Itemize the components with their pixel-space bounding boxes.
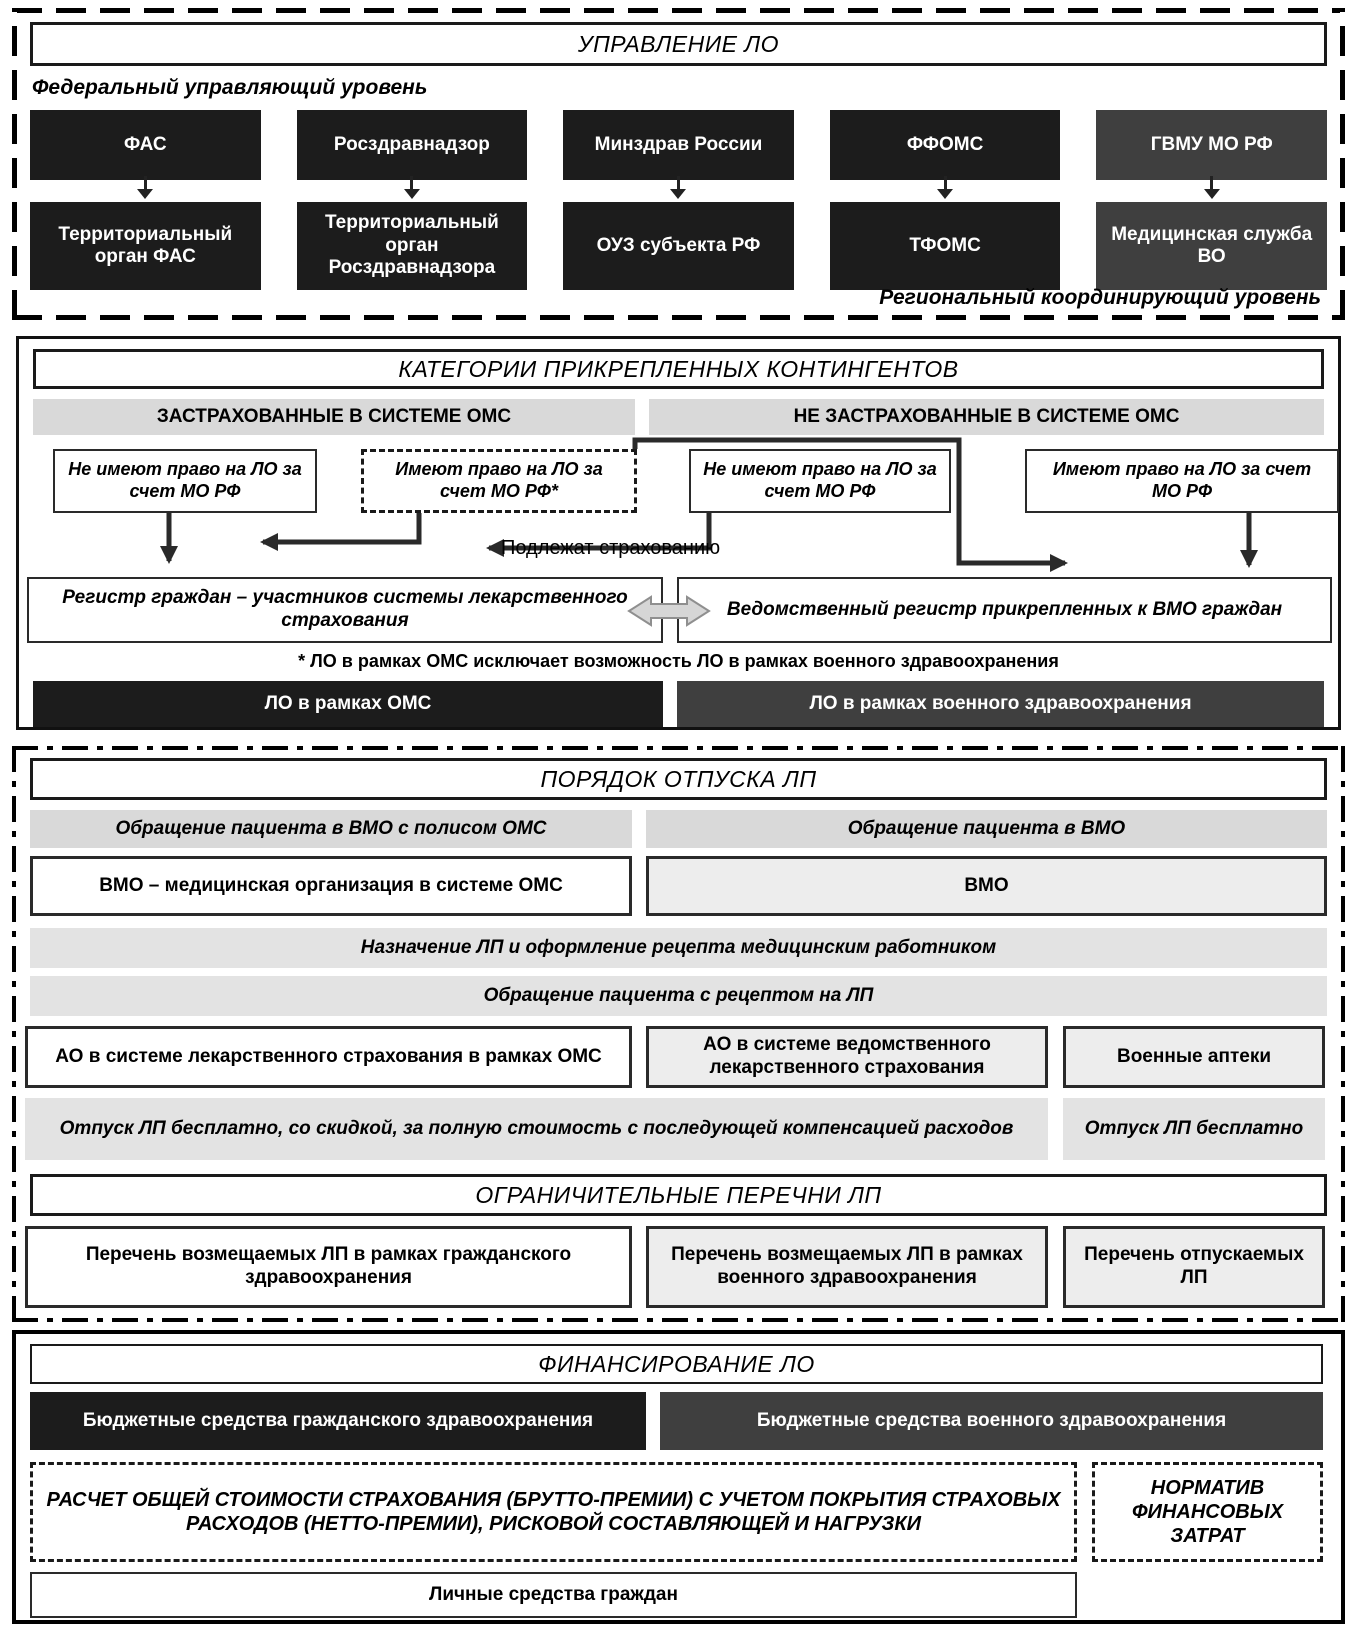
box-financial-norm: НОРМАТИВ ФИНАНСОВЫХ ЗАТРАТ — [1092, 1462, 1323, 1562]
header-uninsured: НЕ ЗАСТРАХОВАННЫЕ В СИСТЕМЕ ОМС — [649, 399, 1324, 435]
box-ffoms: ФФОМС — [830, 110, 1061, 180]
regional-level-label: Региональный координирующий уровень — [879, 286, 1321, 309]
box-ao-departmental: АО в системе ведомственного лекарственного страхования — [646, 1026, 1048, 1088]
bar-prescription: Назначение ЛП и оформление рецепта медицинским работником — [30, 928, 1327, 968]
section-management — [12, 8, 1345, 320]
register-departmental: Ведомственный регистр прикрепленных к ВМО граждан — [677, 577, 1332, 643]
double-arrow-icon — [627, 593, 711, 629]
dashed-border-left — [12, 8, 17, 320]
box-tfoms: ТФОМС — [830, 202, 1061, 290]
box-fas: ФАС — [30, 110, 261, 180]
section-title-dispensing: ПОРЯДОК ОТПУСКА ЛП — [30, 758, 1327, 800]
box-list-civil: Перечень возмещаемых ЛП в рамках гражданского здравоохранения — [25, 1226, 632, 1308]
box-roszdravnadzor: Росздравнадзор — [297, 110, 528, 180]
bar-dispense-free: Отпуск ЛП бесплатно — [1063, 1098, 1325, 1160]
bar-dispense-civil: Отпуск ЛП бесплатно, со скидкой, за полную стоимость с последующей компенсацией расходов — [25, 1098, 1048, 1160]
box-minzdrav: Минздрав России — [563, 110, 794, 180]
down-arrow-icon — [563, 176, 794, 200]
box-military-pharmacies: Военные аптеки — [1063, 1026, 1325, 1088]
box-personal-funds: Личные средства граждан — [30, 1572, 1077, 1618]
section-categories — [16, 336, 1341, 730]
dashed-border-bottom — [12, 315, 1345, 320]
box-vmo-oms: ВМО – медицинская организация в системе ОМС — [30, 856, 632, 916]
box-vmo: ВМО — [646, 856, 1327, 916]
dashdot-border-top — [12, 746, 1345, 750]
box-ouz-subject: ОУЗ субъекта РФ — [563, 202, 794, 290]
dashed-border-top — [12, 8, 1345, 13]
box-medical-service-vo: Медицинская служба ВО — [1096, 202, 1327, 290]
down-arrow-icon — [297, 176, 528, 200]
section-title-management: УПРАВЛЕНИЕ ЛО — [30, 22, 1327, 66]
box-premium-calculation: РАСЧЕТ ОБЩЕЙ СТОИМОСТИ СТРАХОВАНИЯ (БРУТТО-ПРЕМИИ) С УЧЕТОМ ПОКРЫТИЯ СТРАХОВЫХ РАСХОДОВ (НЕТТО-ПРЕМИИ), РИСКОВОЙ СОСТАВЛЯЮЩЕЙ И НАГРУЗКИ — [30, 1462, 1077, 1562]
section-title-categories: КАТЕГОРИИ ПРИКРЕПЛЕННЫХ КОНТИНГЕНТОВ — [33, 349, 1324, 389]
box-lo-military: ЛО в рамках военного здравоохранения — [677, 681, 1324, 727]
header-insured: ЗАСТРАХОВАННЫЕ В СИСТЕМЕ ОМС — [33, 399, 635, 435]
dashdot-border-right — [1341, 746, 1345, 1322]
box-lo-oms: ЛО в рамках ОМС — [33, 681, 663, 727]
box-list-military: Перечень возмещаемых ЛП в рамках военного здравоохранения — [646, 1226, 1048, 1308]
box-right-uninsured: Имеют право на ЛО за счет МО РФ — [1025, 449, 1339, 513]
section-title-financing: ФИНАНСИРОВАНИЕ ЛО — [30, 1344, 1323, 1384]
subject-to-insurance-label: Подлежат страхованию — [501, 537, 721, 559]
box-no-right-insured: Не имеют право на ЛО за счет МО РФ — [53, 449, 317, 513]
footnote: * ЛО в рамках ОМС исключает возможность ЛО в рамках военного здравоохранения — [298, 651, 1059, 671]
down-arrow-icon — [30, 176, 261, 200]
box-budget-military: Бюджетные средства военного здравоохранения — [660, 1392, 1323, 1450]
down-arrow-icon — [1096, 176, 1327, 200]
dashdot-border-bottom — [12, 1318, 1345, 1322]
box-list-dispensed: Перечень отпускаемых ЛП — [1063, 1226, 1325, 1308]
down-arrow-icon — [830, 176, 1061, 200]
box-territorial-fas: Территориальный орган ФАС — [30, 202, 261, 290]
arrow-insured-right-to-register — [263, 513, 419, 542]
dashdot-border-left — [12, 746, 16, 1322]
section-dispensing — [12, 746, 1345, 1322]
header-patient-vmo: Обращение пациента в ВМО — [646, 810, 1327, 848]
federal-level-label: Федеральный управляющий уровень — [32, 76, 428, 99]
header-patient-vmo-oms: Обращение пациента в ВМО с полисом ОМС — [30, 810, 632, 848]
section-title-lists: ОГРАНИЧИТЕЛЬНЫЕ ПЕРЕЧНИ ЛП — [30, 1174, 1327, 1216]
box-territorial-roszdravnadzor: Территориальный орган Росздравнадзора — [297, 202, 528, 290]
section-financing — [12, 1330, 1345, 1624]
box-budget-civil: Бюджетные средства гражданского здравоохранения — [30, 1392, 646, 1450]
bar-recipe: Обращение пациента с рецептом на ЛП — [30, 976, 1327, 1016]
dashed-border-right — [1340, 8, 1345, 320]
box-right-insured: Имеют право на ЛО за счет МО РФ* — [361, 449, 637, 513]
box-gvmu: ГВМУ МО РФ — [1096, 110, 1327, 180]
box-ao-oms: АО в системе лекарственного страхования в рамках ОМС — [25, 1026, 632, 1088]
box-no-right-uninsured: Не имеют право на ЛО за счет МО РФ — [689, 449, 951, 513]
register-civil: Регистр граждан – участников системы лекарственного страхования — [27, 577, 663, 643]
